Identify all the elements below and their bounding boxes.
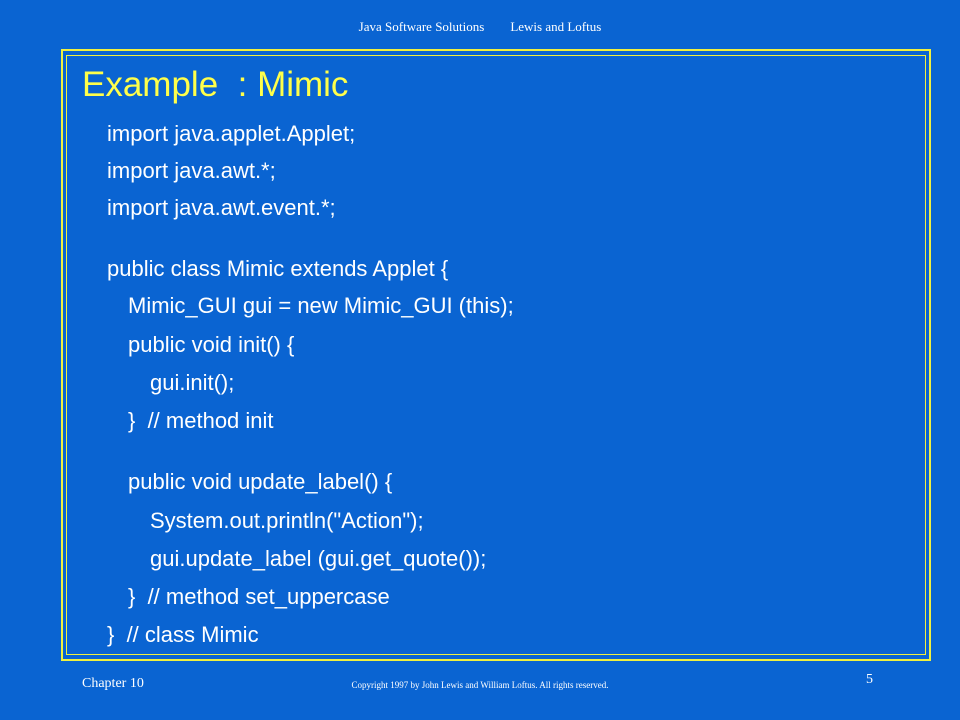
code-line: Mimic_GUI gui = new Mimic_GUI (this);	[128, 293, 514, 318]
code-line: } // class Mimic	[107, 622, 259, 647]
code-line: import java.awt.event.*;	[107, 195, 336, 220]
slide-header	[0, 19, 960, 35]
code-line: } // method set_uppercase	[128, 584, 390, 609]
code-line: public void init() {	[128, 332, 295, 357]
code-line: public void update_label() {	[128, 469, 393, 494]
slide-title: Example : Mimic	[82, 65, 349, 104]
code-line: public class Mimic extends Applet {	[107, 256, 449, 281]
code-line: gui.update_label (gui.get_quote());	[150, 546, 487, 571]
chapter-label: Chapter 10	[82, 676, 144, 691]
authors: Lewis and Loftus	[510, 19, 602, 34]
code-line: System.out.println("Action");	[150, 508, 424, 533]
code-line: import java.applet.Applet;	[107, 121, 356, 146]
code-line: } // method init	[128, 408, 274, 433]
book-title: Java Software Solutions	[358, 19, 485, 34]
copyright-notice: Copyright 1997 by John Lewis and William Loftus. All rights reserved.	[351, 680, 609, 690]
page-number: 5	[866, 672, 873, 687]
code-line: gui.init();	[150, 370, 235, 395]
code-line: import java.awt.*;	[107, 158, 276, 183]
